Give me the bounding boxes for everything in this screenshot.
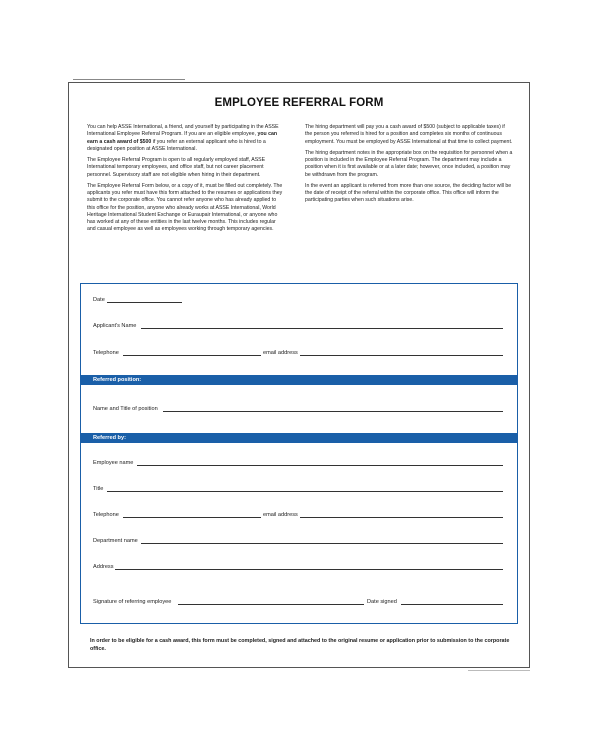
signature-field[interactable] <box>178 598 364 605</box>
intro-left-p1-bold: you can earn a cash award of $500 <box>87 131 278 145</box>
date-signed-field[interactable] <box>401 598 503 605</box>
referred-by-header: Referred by: <box>81 433 517 443</box>
department-label: Department name <box>93 538 138 544</box>
top-rule <box>73 79 185 80</box>
title-field[interactable] <box>107 485 503 492</box>
bottom-rule <box>468 670 530 671</box>
intro-left-p1-part1: You can help ASSE International, a friend, and yourself by participating in the ASSE International Employee Referral Program. If you are an eligible employee, <box>87 124 279 138</box>
date-field[interactable] <box>107 296 182 303</box>
employee-name-field[interactable] <box>137 459 503 466</box>
title-label: Title <box>93 486 104 492</box>
intro-right-paragraph-1: The hiring department will pay you a cash award of $500 (subject to applicable taxes) if the person you referred is hired for a position and completes six months of continuous employment. You must be employed by ASSE International at that time to collect payment. <box>305 124 513 145</box>
applicant-name-field[interactable] <box>141 322 503 329</box>
position-field[interactable] <box>163 405 503 412</box>
applicant-name-label: Applicant's Name <box>93 323 137 329</box>
signature-label: Signature of referring employee <box>93 599 172 605</box>
email2-field[interactable] <box>300 511 503 518</box>
telephone-field[interactable] <box>123 349 261 356</box>
date-label: Date <box>93 297 105 303</box>
referred-position-header: Referred position: <box>81 375 517 385</box>
date-signed-label: Date signed <box>367 599 397 605</box>
department-field[interactable] <box>141 537 503 544</box>
eligibility-footnote: In order to be eligible for a cash award, this form must be completed, signed and attached to the original resume or application prior to submission to the corporate office. <box>90 638 510 653</box>
address-field[interactable] <box>115 563 503 570</box>
telephone-label: Telephone <box>93 350 119 356</box>
intro-left-paragraph-3: The Employee Referral Form below, or a copy of it, must be filled out completely. The applicants you refer must have this form attached to the resumes or applications they submit to the corporate office. You cannot refer anyone who has already applied to this office for the position, anyone who already works at ASSE International, World Heritage International Student Exchange or Euraupair International, or anyone who has worked at any of these entities in the last twelve months. This includes regular and casual employee as well as employees working through temporary agencies. <box>87 182 283 233</box>
intro-left-p1-part2: if you refer an external applicant who is hired to a designated open position at ASSE International. <box>87 138 266 152</box>
form-title: EMPLOYEE REFERRAL FORM <box>214 97 384 109</box>
email-label: email address <box>263 350 298 356</box>
intro-right-paragraph-2: The hiring department notes in the appropriate box on the requisition for personnel when a position is included in the Employee Referral Program. The department may include a position when it is first available or at a later date; however, once included, a position may be withdrawn from the program. <box>305 149 513 178</box>
address-label: Address <box>93 564 114 570</box>
position-label: Name and Title of position <box>93 406 158 412</box>
telephone2-label: Telephone <box>93 512 119 518</box>
intro-right-column <box>305 124 513 208</box>
employee-name-label: Employee name <box>93 460 134 466</box>
intro-right-paragraph-3: In the event an applicant is referred from more than one source, the deciding factor will be the date of receipt of the referral within the corporate office. This office will inform the participating parties when such situations arise. <box>305 182 512 204</box>
intro-left-paragraph-2: The Employee Referral Program is open to all regularly employed staff, ASSE International temporary employees, and office staff, but not career placement personnel. Supervisory staff are not eligible when hiring in their department. <box>87 156 266 178</box>
referral-form-box <box>80 283 518 624</box>
intro-left-column <box>87 124 285 238</box>
email-field[interactable] <box>300 349 503 356</box>
email2-label: email address <box>263 512 298 518</box>
telephone2-field[interactable] <box>123 511 261 518</box>
intro-left-paragraph-1 <box>87 124 285 153</box>
